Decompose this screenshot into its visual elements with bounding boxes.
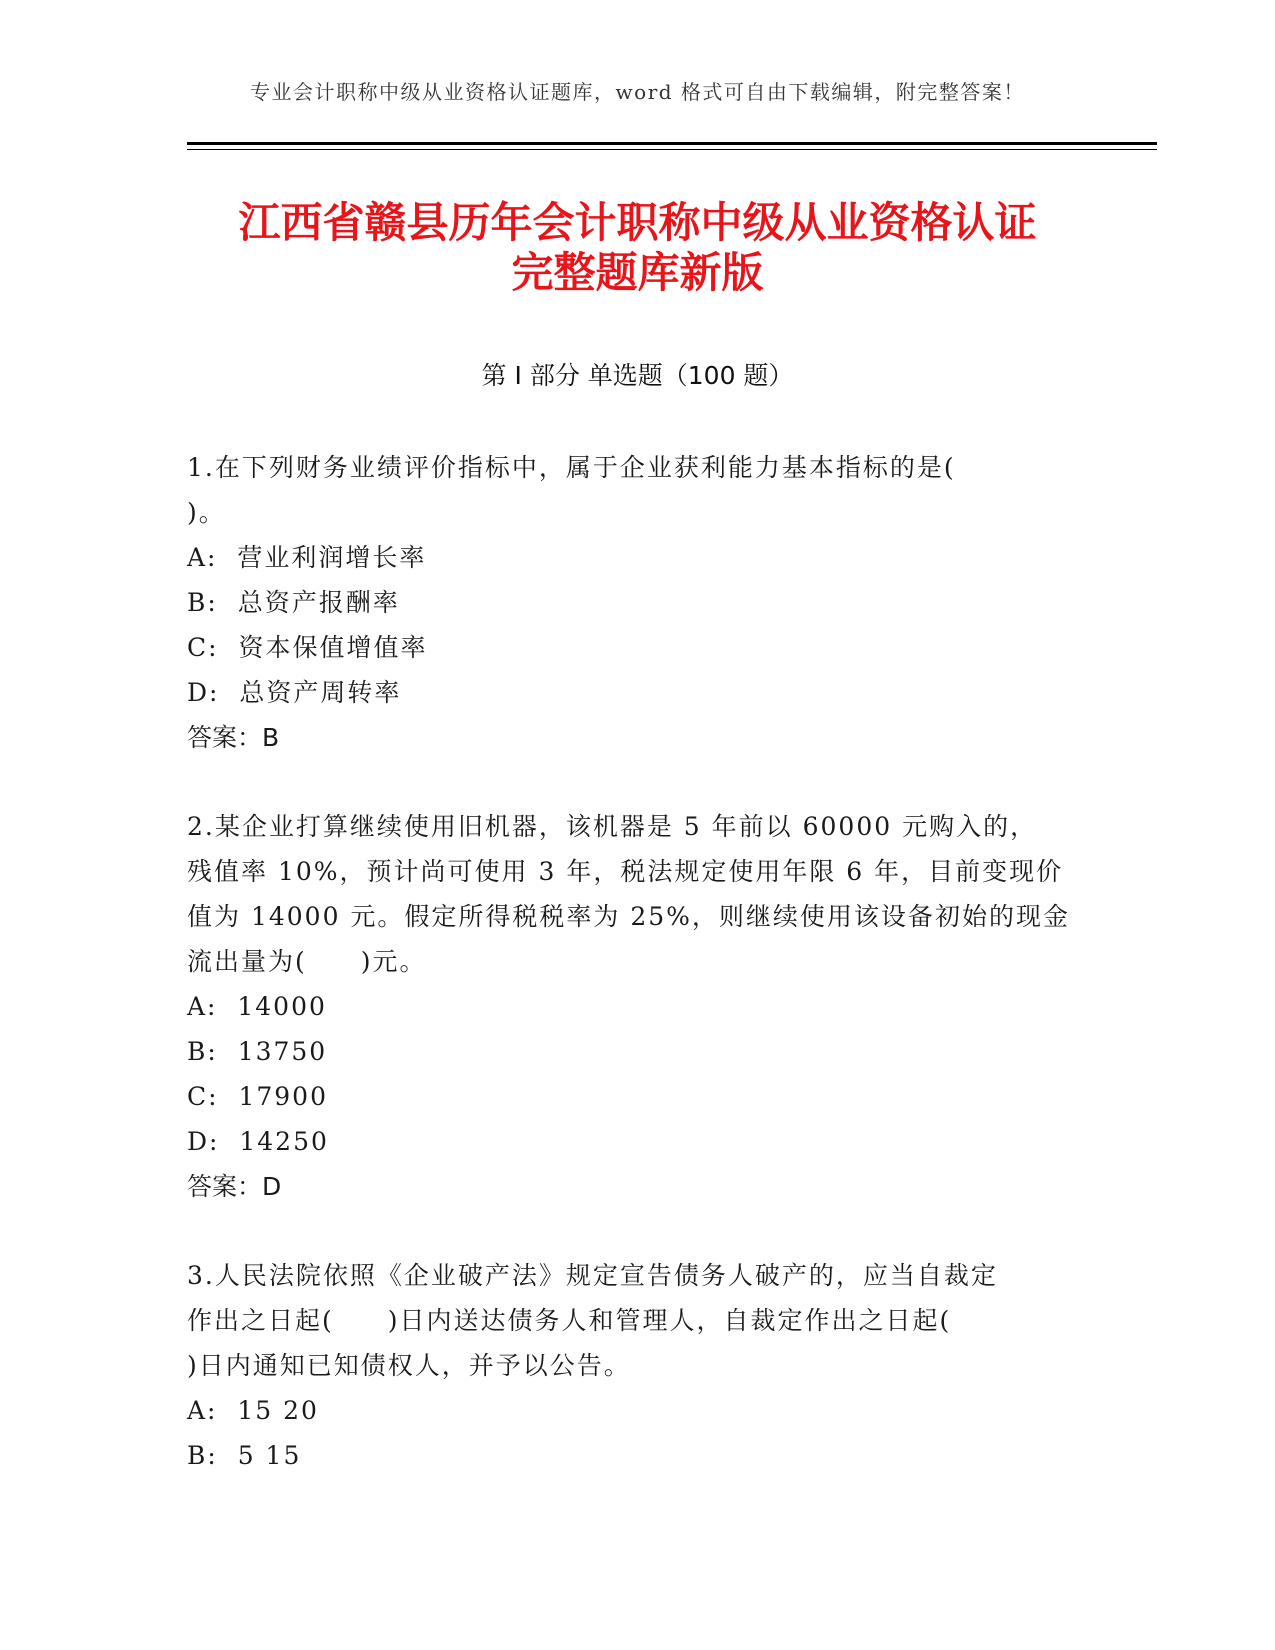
- question-stem-line: 3.人民法院依照《企业破产法》规定宣告债务人破产的，应当自裁定: [187, 1261, 998, 1290]
- question-stem-line: 值为 14000 元。假定所得税税率为 25%，则继续使用该设备初始的现金: [187, 902, 1070, 931]
- question-stem-line: 作出之日起( )日内送达债务人和管理人，自裁定作出之日起(: [187, 1306, 952, 1335]
- question-list: [187, 445, 1087, 1522]
- answer-label: 答案：B: [187, 723, 280, 752]
- option-d: D: 14250: [187, 1127, 329, 1156]
- option-c: C: 资本保值增值率: [187, 633, 428, 662]
- header-note: 专业会计职称中级从业资格认证题库，word 格式可自由下载编辑，附完整答案！: [250, 80, 1025, 104]
- option-a: A: 15 20: [187, 1396, 319, 1425]
- answer-label: 答案：D: [187, 1172, 282, 1201]
- header-rule-thick: [187, 142, 1157, 145]
- question-stem-line: 2.某企业打算继续使用旧机器，该机器是 5 年前以 60000 元购入的，: [187, 812, 1038, 841]
- title-line-1: 江西省赣县历年会计职称中级从业资格认证: [238, 198, 1037, 247]
- option-a: A: 营业利润增长率: [187, 543, 427, 572]
- question-3: [187, 1253, 1087, 1478]
- question-stem-line: 流出量为( )元。: [187, 947, 427, 976]
- document-title: [150, 198, 1125, 298]
- option-d: D: 总资产周转率: [187, 678, 402, 707]
- header-rule-thin: [187, 149, 1157, 150]
- section-heading: 第 I 部分 单选题（100 题）: [481, 361, 794, 390]
- question-stem-line: )。: [187, 498, 226, 527]
- option-b: B: 13750: [187, 1037, 328, 1066]
- option-b: B: 总资产报酬率: [187, 588, 400, 617]
- question-stem-line: )日内通知已知债权人，并予以公告。: [187, 1351, 631, 1380]
- option-a: A: 14000: [187, 992, 327, 1021]
- question-stem-line: 1.在下列财务业绩评价指标中，属于企业获利能力基本指标的是(: [187, 453, 956, 482]
- question-2: [187, 804, 1087, 1209]
- option-b: B: 5 15: [187, 1441, 302, 1470]
- question-1: [187, 445, 1087, 760]
- option-c: C: 17900: [187, 1082, 328, 1111]
- question-stem-line: 残值率 10%，预计尚可使用 3 年，税法规定使用年限 6 年，目前变现价: [187, 857, 1064, 886]
- title-line-2: 完整题库新版: [511, 248, 764, 297]
